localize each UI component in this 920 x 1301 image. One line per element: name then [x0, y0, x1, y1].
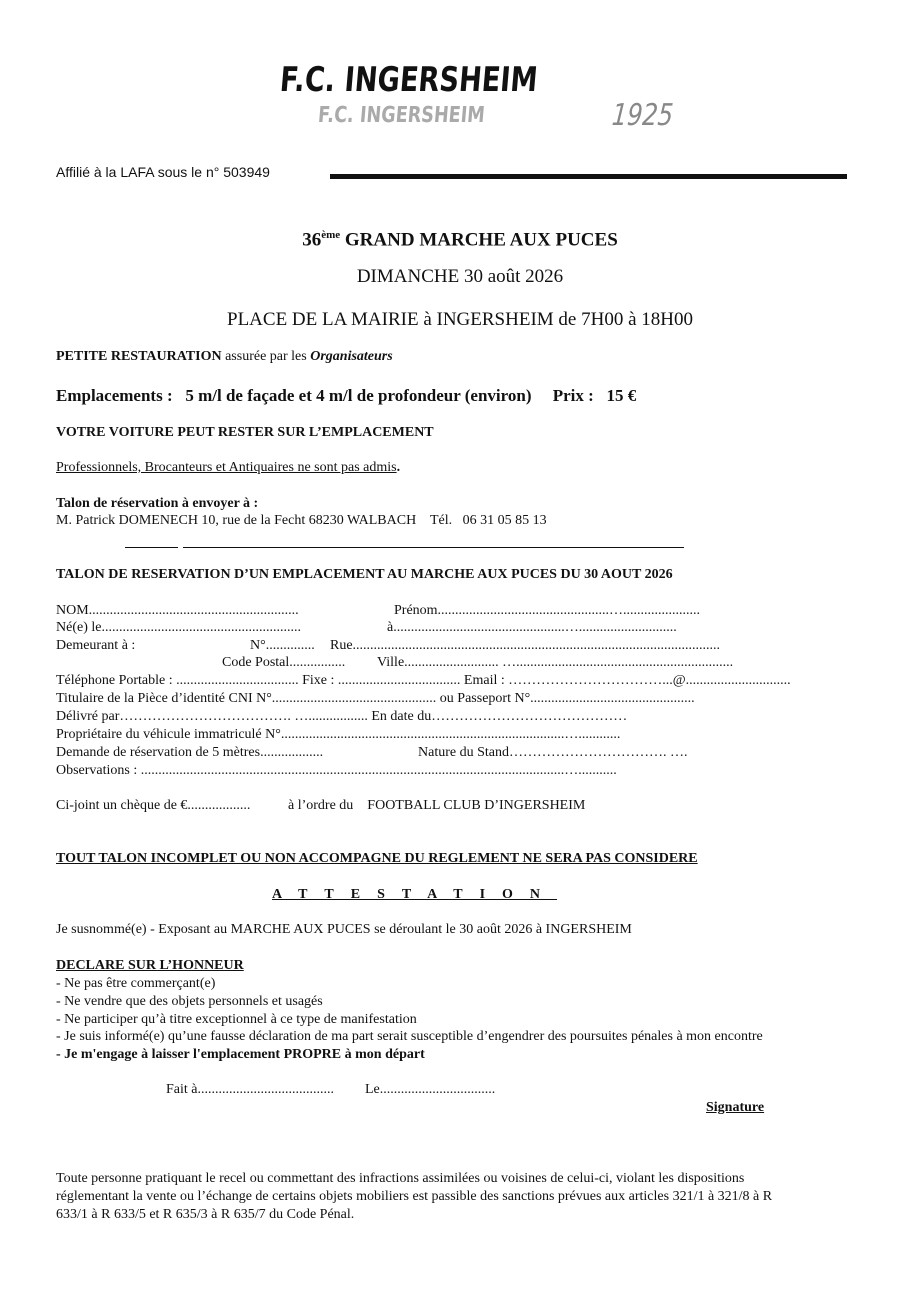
vehicle-field[interactable]: Propriétaire du véhicule immatriculé N°.................................................................................…............ [56, 727, 621, 742]
talon-address: M. Patrick DOMENECH 10, rue de la Fecht 68230 WALBACH Tél. 06 31 05 85 13 [56, 513, 547, 528]
affiliation-text: Affilié à la LAFA sous le n° 503949 [56, 164, 270, 180]
postal-code-field[interactable]: Code Postal................ [222, 655, 346, 670]
form-title: TALON DE RESERVATION D’UN EMPLACEMENT AU MARCHE AUX PUCES DU 30 AOUT 2026 [56, 567, 673, 582]
resto-italic: Organisateurs [310, 349, 393, 364]
restauration-text [56, 349, 393, 365]
birthplace-field[interactable]: à.................................................…............................ [387, 620, 677, 635]
city-field[interactable]: Ville........................... ….............................................................. [377, 655, 734, 670]
logo-text: F.C. INGERSHEIM [278, 60, 540, 100]
cheque-field[interactable]: Ci-joint un chèque de €.................. [56, 798, 251, 813]
reservation-size-field[interactable]: Demande de réservation de 5 mètres.................. [56, 745, 324, 760]
legal-notice-line: 633/1 à R 633/5 et R 635/3 à R 635/7 du Code Pénal. [56, 1207, 355, 1222]
event-place: PLACE DE LA MAIRIE à INGERSHEIM de 7H00 à 18H00 [227, 309, 693, 330]
voiture-text: VOTRE VOITURE PEUT RESTER SUR L’EMPLACEMENT [56, 425, 434, 440]
delivered-field[interactable]: Délivré par………………………………. …................. En date du…………………………………… [56, 709, 628, 724]
street-number-field[interactable]: N°.............. [250, 638, 315, 653]
title-rest: GRAND MARCHE AUX PUCES [340, 229, 618, 251]
attestation-title: ATTESTATION [272, 887, 558, 902]
incomplete-warning: TOUT TALON INCOMPLET OU NON ACCOMPAGNE DU REGLEMENT NE SERA PAS CONSIDERE [56, 851, 698, 866]
declare-heading: DECLARE SUR L’HONNEUR [56, 958, 244, 973]
date-field[interactable]: Le................................. [365, 1082, 496, 1097]
event-title [0, 224, 920, 251]
cut-line-short [125, 547, 178, 548]
signature-label: Signature [706, 1100, 765, 1115]
legal-notice-line: Toute personne pratiquant le recel ou commettant des infractions assimilées ou voisines de celui-ci, violant les dispositions [56, 1171, 745, 1186]
declaration-item: - Ne pas être commerçant(e) [56, 976, 216, 991]
talon-label: Talon de réservation à envoyer à : [56, 496, 259, 511]
observations-field[interactable]: Observations : .........................................................................................................................…........... [56, 763, 617, 778]
pros-text [56, 460, 400, 476]
title-number: 36 [302, 229, 322, 251]
pros-underlined: Professionnels, Brocanteurs et Antiquaires ne sont pas admis [56, 460, 397, 475]
resto-bold: PETITE RESTAURATION [56, 349, 222, 364]
declaration-item: - Je suis informé(e) qu’une fausse déclaration de ma part serait susceptible d’engendrer des poursuites pénales à mon encontre [56, 1029, 763, 1044]
declaration-item: - Ne vendre que des objets personnels et usagés [56, 994, 323, 1009]
resto-mid: assurée par les [221, 349, 311, 364]
nom-field[interactable]: NOM............................................................ [56, 603, 299, 618]
cheque-order: à l’ordre du FOOTBALL CLUB D’INGERSHEIM [288, 798, 586, 813]
fait-a-field[interactable]: Fait à....................................... [166, 1082, 334, 1097]
title-sup: ème [321, 229, 341, 241]
prenom-field[interactable]: Prénom.................................................…...................... [394, 603, 701, 618]
phone-email-field[interactable]: Téléphone Portable : ................................... Fixe : ................................... Email : ……………………………...@.............................. [56, 673, 791, 688]
declaration-item-bold: - Je m'engage à laisser l'emplacement PROPRE à mon départ [56, 1047, 425, 1062]
birthdate-field[interactable]: Né(e) le......................................................... [56, 620, 301, 635]
legal-notice-line: réglementant la vente ou l’échange de certains objets mobiliers est passible des sanctions prévues aux articles 321/1 à 321/8 à R [56, 1189, 773, 1204]
logo-year: 1925 [610, 98, 675, 133]
stand-nature-field[interactable]: Nature du Stand……………………………. …. [418, 745, 688, 760]
pros-dot: . [396, 460, 401, 475]
id-card-field[interactable]: Titulaire de la Pièce d’identité CNI N°............................................... ou Passeport N°............................................... [56, 691, 695, 706]
logo-shadow-text: F.C. INGERSHEIM [316, 103, 486, 128]
event-date: DIMANCHE 30 août 2026 [356, 266, 564, 287]
cut-line-long [183, 547, 684, 548]
attestation-intro: Je susnommé(e) - Exposant au MARCHE AUX PUCES se déroulant le 30 août 2026 à INGERSHEIM [56, 922, 632, 937]
declaration-item: - Ne participer qu’à titre exceptionnel à ce type de manifestation [56, 1012, 417, 1027]
street-field[interactable]: Rue......................................................................................................... [330, 638, 721, 653]
demeurant-label: Demeurant à : [56, 638, 136, 653]
header-rule [330, 174, 847, 179]
emplacements-text: Emplacements : 5 m/l de façade et 4 m/l de profondeur (environ) Prix : 15 € [56, 386, 637, 405]
